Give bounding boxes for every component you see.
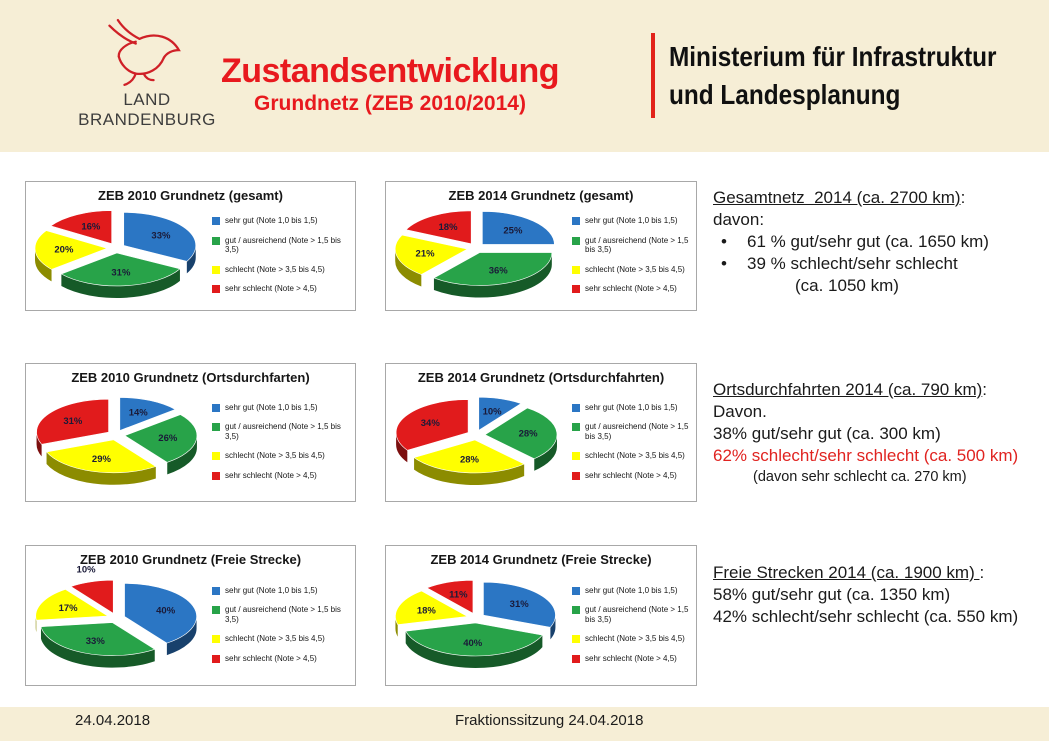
chart-title: ZEB 2010 Grundnetz (Ortsdurchfarten): [71, 370, 310, 385]
legend-label: sehr gut (Note 1,0 bis 1,5): [585, 402, 678, 412]
note-line: 38% gut/sehr gut (ca. 300 km): [713, 424, 941, 443]
note-line: Davon.: [713, 402, 767, 421]
legend-swatch-icon: [572, 606, 580, 614]
pie-slice-label: 31%: [509, 598, 529, 610]
pie-slice-label: 17%: [58, 602, 78, 614]
legend-label: schlecht (Note > 3,5 bis 4,5): [225, 451, 325, 461]
legend-label: sehr gut (Note 1,0 bis 1,5): [225, 585, 318, 595]
footer-date: 24.04.2018: [75, 712, 151, 729]
pie-slice-label: 16%: [81, 221, 101, 233]
chart-legend: [568, 216, 692, 294]
legend-label: gut / ausreichend (Note > 1,5 bis 3,5): [225, 235, 341, 255]
chart-legend: [208, 586, 351, 664]
pie-slice-label: 18%: [416, 604, 436, 616]
legend-item: [572, 586, 692, 596]
legend-label: schlecht (Note > 3,5 bis 4,5): [225, 264, 325, 274]
logo-text-brandenburg: BRANDENBURG: [78, 110, 216, 129]
legend-item: [572, 634, 692, 644]
legend-swatch-icon: [212, 423, 220, 431]
ministry-name: [669, 38, 997, 114]
legend-label: gut / ausreichend (Note > 1,5 bis 3,5): [225, 422, 341, 441]
legend-swatch-icon: [212, 217, 220, 225]
note-line: 58% gut/sehr gut (ca. 1350 km): [713, 585, 951, 604]
pie-slice-label: 36%: [488, 265, 508, 277]
chart-box-2010-gesamt: [25, 181, 356, 311]
legend-swatch-icon: [212, 606, 220, 614]
legend-swatch-icon: [572, 237, 580, 245]
note-line: (ca. 1050 km): [795, 276, 899, 295]
chart-box-2014-gesamt: [385, 181, 697, 311]
chart-title: ZEB 2014 Grundnetz (Freie Strecke): [430, 552, 652, 567]
legend-item: [572, 605, 692, 624]
legend-item: [212, 605, 351, 624]
legend-item: [572, 451, 692, 461]
page-subtitle: Grundnetz (ZEB 2010/2014): [254, 92, 526, 115]
legend-label: sehr schlecht (Note > 4,5): [225, 653, 317, 663]
note-line: 61 % gut/sehr gut (ca. 1650 km): [747, 232, 989, 251]
legend-swatch-icon: [212, 587, 220, 595]
chart-legend: [568, 403, 692, 481]
note-heading: Ortsdurchfahrten 2014 (ca. 790 km):: [713, 380, 988, 399]
chart-box-2014-freie-strecke: [385, 545, 697, 686]
pie-slice-label: 34%: [420, 417, 440, 429]
legend-item: [212, 451, 351, 461]
note-line: davon:: [713, 210, 765, 229]
pie-slice-label: 18%: [438, 222, 458, 234]
legend-swatch-icon: [572, 472, 580, 480]
legend-item: [212, 422, 351, 441]
pie-slice-label: 29%: [91, 453, 111, 465]
note-bullet-line: [713, 253, 1047, 275]
legend-item: [572, 471, 692, 481]
pie-slice-label: 11%: [449, 589, 468, 601]
legend-swatch-icon: [212, 404, 220, 412]
legend-item: [572, 265, 692, 275]
legend-label: gut / ausreichend (Note > 1,5 bis 3,5): [585, 422, 689, 441]
note-bullet-line: [713, 231, 1047, 253]
pie-slice-label: 10%: [76, 563, 96, 575]
title-block: [216, 52, 564, 118]
note-gesamtnetz: [713, 186, 1047, 297]
chart-title: ZEB 2014 Grundnetz (Ortsdurchfahrten): [417, 370, 665, 385]
legend-item: [212, 586, 351, 596]
pie-chart-2014-ortsdurchfahrten: [390, 394, 568, 490]
chart-title: ZEB 2010 Grundnetz (Freie Strecke): [79, 552, 302, 567]
legend-swatch-icon: [212, 452, 220, 460]
pie-slice-label: 25%: [503, 225, 523, 237]
legend-item: [572, 216, 692, 226]
legend-label: schlecht (Note > 3,5 bis 4,5): [225, 634, 325, 644]
legend-swatch-icon: [212, 285, 220, 293]
note-line: 39 % schlecht/sehr schlecht: [747, 254, 958, 273]
pie-slice-label: 31%: [63, 415, 83, 427]
note-heading: Gesamtnetz 2014 (ca. 2700 km):: [713, 188, 966, 207]
legend-item: [212, 654, 351, 664]
legend-item: [212, 265, 351, 275]
legend-label: gut / ausreichend (Note > 1,5 bis 3,5): [585, 235, 689, 255]
logo-text-land: LAND: [123, 90, 171, 109]
legend-swatch-icon: [212, 237, 220, 245]
eagle-icon: [86, 14, 208, 90]
legend-label: gut / ausreichend (Note > 1,5 bis 3,5): [225, 605, 341, 624]
pie-slice-label: 28%: [518, 427, 538, 439]
legend-item: [572, 236, 692, 255]
legend-swatch-icon: [572, 404, 580, 412]
legend-swatch-icon: [572, 587, 580, 595]
ministry-line-2: und Landesplanung: [669, 79, 901, 110]
chart-title: ZEB 2010 Grundnetz (gesamt): [98, 188, 283, 203]
legend-item: [212, 634, 351, 644]
legend-swatch-icon: [212, 266, 220, 274]
legend-label: schlecht (Note > 3,5 bis 4,5): [585, 451, 685, 461]
pie-chart-2014-gesamt: [390, 207, 568, 303]
legend-item: [572, 284, 692, 294]
pie-slice-label: 31%: [111, 267, 131, 279]
ministry-line-1: Ministerium für Infrastruktur: [669, 41, 997, 72]
legend-swatch-icon: [572, 217, 580, 225]
note-freie-strecken: [713, 561, 1049, 628]
bullet-icon: •: [721, 232, 727, 251]
legend-swatch-icon: [572, 423, 580, 431]
legend-label: sehr gut (Note 1,0 bis 1,5): [585, 216, 678, 226]
footer-event: Fraktionssitzung 24.04.2018: [455, 712, 644, 729]
chart-title: ZEB 2014 Grundnetz (gesamt): [448, 188, 634, 203]
legend-label: sehr schlecht (Note > 4,5): [225, 470, 317, 480]
legend-label: sehr schlecht (Note > 4,5): [585, 470, 677, 480]
legend-label: sehr schlecht (Note > 4,5): [225, 284, 317, 294]
note-line-small: (davon sehr schlecht ca. 270 km): [753, 469, 967, 485]
chart-box-2010-freie-strecke: [25, 545, 356, 686]
chart-box-2010-ortsdurchfahrten: [25, 363, 356, 502]
legend-swatch-icon: [572, 635, 580, 643]
pie-slice-label: 26%: [158, 432, 178, 444]
brandenburg-logo: [76, 14, 218, 130]
legend-label: sehr schlecht (Note > 4,5): [585, 284, 677, 294]
pie-slice-label: 10%: [482, 405, 502, 417]
chart-legend: [208, 216, 351, 294]
legend-item: [572, 403, 692, 413]
legend-swatch-icon: [212, 655, 220, 663]
note-line-red: 62% schlecht/sehr schlecht (ca. 500 km): [713, 446, 1019, 465]
legend-label: sehr gut (Note 1,0 bis 1,5): [225, 216, 318, 226]
legend-label: schlecht (Note > 3,5 bis 4,5): [585, 634, 685, 644]
legend-swatch-icon: [572, 266, 580, 274]
note-line: 42% schlecht/sehr schlecht (ca. 550 km): [713, 607, 1019, 626]
legend-label: gut / ausreichend (Note > 1,5 bis 3,5): [585, 605, 689, 624]
pie-slice-label: 40%: [463, 637, 483, 649]
page-title: Zustandsentwicklung: [220, 52, 560, 90]
legend-swatch-icon: [572, 655, 580, 663]
pie-chart-2010-gesamt: [30, 207, 208, 303]
legend-swatch-icon: [572, 452, 580, 460]
legend-item: [212, 471, 351, 481]
pie-chart-2010-ortsdurchfahrten: [30, 394, 208, 490]
bullet-icon: •: [721, 254, 727, 273]
chart-legend: [208, 403, 351, 481]
legend-item: [212, 284, 351, 294]
legend-item: [212, 216, 351, 226]
note-ortsdurchfahrten: [713, 378, 1049, 488]
legend-swatch-icon: [572, 285, 580, 293]
legend-label: sehr gut (Note 1,0 bis 1,5): [225, 402, 318, 412]
legend-swatch-icon: [212, 635, 220, 643]
pie-chart-2014-freie-strecke: [390, 577, 568, 673]
legend-swatch-icon: [212, 472, 220, 480]
pie-slice-label: 28%: [459, 454, 479, 466]
ministry-accent-bar: [651, 33, 655, 118]
pie-slice-label: 21%: [415, 248, 435, 260]
legend-label: sehr gut (Note 1,0 bis 1,5): [585, 585, 678, 595]
legend-label: sehr schlecht (Note > 4,5): [585, 653, 677, 663]
legend-item: [212, 403, 351, 413]
chart-legend: [568, 586, 692, 664]
note-heading: Freie Strecken 2014 (ca. 1900 km) :: [713, 563, 985, 582]
pie-slice-label: 33%: [85, 635, 105, 647]
legend-label: schlecht (Note > 3,5 bis 4,5): [585, 264, 685, 274]
legend-item: [212, 236, 351, 255]
legend-item: [572, 654, 692, 664]
pie-slice-label: 40%: [156, 604, 176, 616]
pie-slice-label: 14%: [128, 407, 148, 419]
pie-slice-label: 20%: [54, 244, 74, 256]
pie-slice-label: 33%: [151, 230, 171, 242]
legend-item: [572, 422, 692, 441]
pie-chart-2010-freie-strecke: [30, 563, 208, 673]
chart-box-2014-ortsdurchfahrten: [385, 363, 697, 502]
